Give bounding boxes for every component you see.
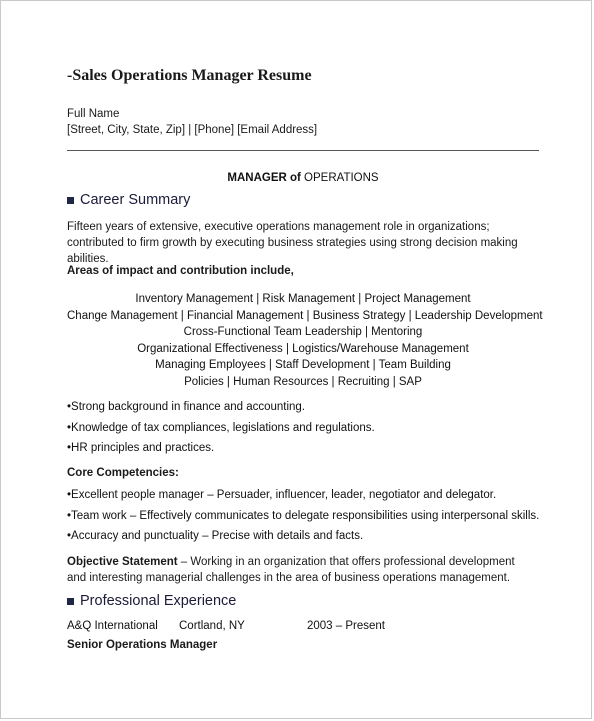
section-experience-label: Professional Experience: [80, 593, 237, 609]
experience-company: A&Q International: [67, 620, 158, 632]
contact-name: Full Name: [67, 108, 120, 120]
core-bullet: •Accuracy and punctuality – Precise with details and facts.: [67, 530, 364, 542]
background-bullets: [67, 397, 539, 459]
areas-line: Cross-Functional Team Leadership | Mentoring: [183, 326, 423, 339]
areas-heading: Areas of impact and contribution include,: [67, 265, 294, 277]
core-bullet: •Team work – Effectively communicates to delegate responsibilities using interpersonal skills.: [67, 509, 540, 522]
contact-address: [Street, City, State, Zip] | [Phone] [Email Address]: [67, 124, 318, 136]
areas-line: Policies | Human Resources | Recruiting | SAP: [184, 375, 422, 388]
objective-text: – Working in an organization that offers professional development and interesting managerial challenges in the area of business operations management.: [67, 556, 515, 584]
resume-title: -Sales Operations Manager Resume: [67, 67, 312, 84]
section-bullet-icon: [67, 598, 74, 605]
background-bullet: •Knowledge of tax compliances, legislations and regulations.: [67, 421, 375, 434]
section-professional-experience: [67, 593, 236, 609]
experience-location: Cortland, NY: [179, 620, 245, 632]
core-bullets: [67, 485, 539, 547]
section-career-summary-label: Career Summary: [80, 192, 191, 208]
position-heading-bold: MANAGER of: [227, 172, 301, 184]
objective-statement: [67, 554, 537, 586]
section-bullet-icon: [67, 197, 74, 204]
position-heading-normal: OPERATIONS: [300, 172, 379, 184]
contact-block: [67, 106, 317, 138]
background-bullet: •HR principles and practices.: [67, 442, 215, 454]
areas-line: Organizational Effectiveness | Logistics/Warehouse Management: [137, 342, 469, 355]
core-competencies-heading: Core Competencies:: [67, 467, 179, 479]
core-bullet: •Excellent people manager – Persuader, influencer, leader, negotiator and delegator.: [67, 489, 497, 501]
areas-line: Managing Employees | Staff Development | Team Building: [155, 359, 451, 372]
position-heading: [67, 172, 539, 184]
summary-paragraph: Fifteen years of extensive, executive operations management role in organizations; contributed to firm growth by executing business strategies using strong decision making abilities.: [67, 221, 518, 265]
areas-line: Inventory Management | Risk Management | Project Management: [135, 293, 471, 305]
experience-role: Senior Operations Manager: [67, 639, 218, 651]
areas-line: Change Management | Financial Management | Business Strategy | Leadership Development: [67, 309, 543, 322]
background-bullet: •Strong background in finance and accounting.: [67, 401, 306, 413]
experience-dates: 2003 – Present: [307, 620, 386, 632]
section-career-summary: [67, 192, 190, 208]
objective-label: Objective Statement: [67, 556, 178, 568]
areas-list: [67, 291, 543, 391]
header-divider: [67, 150, 539, 151]
